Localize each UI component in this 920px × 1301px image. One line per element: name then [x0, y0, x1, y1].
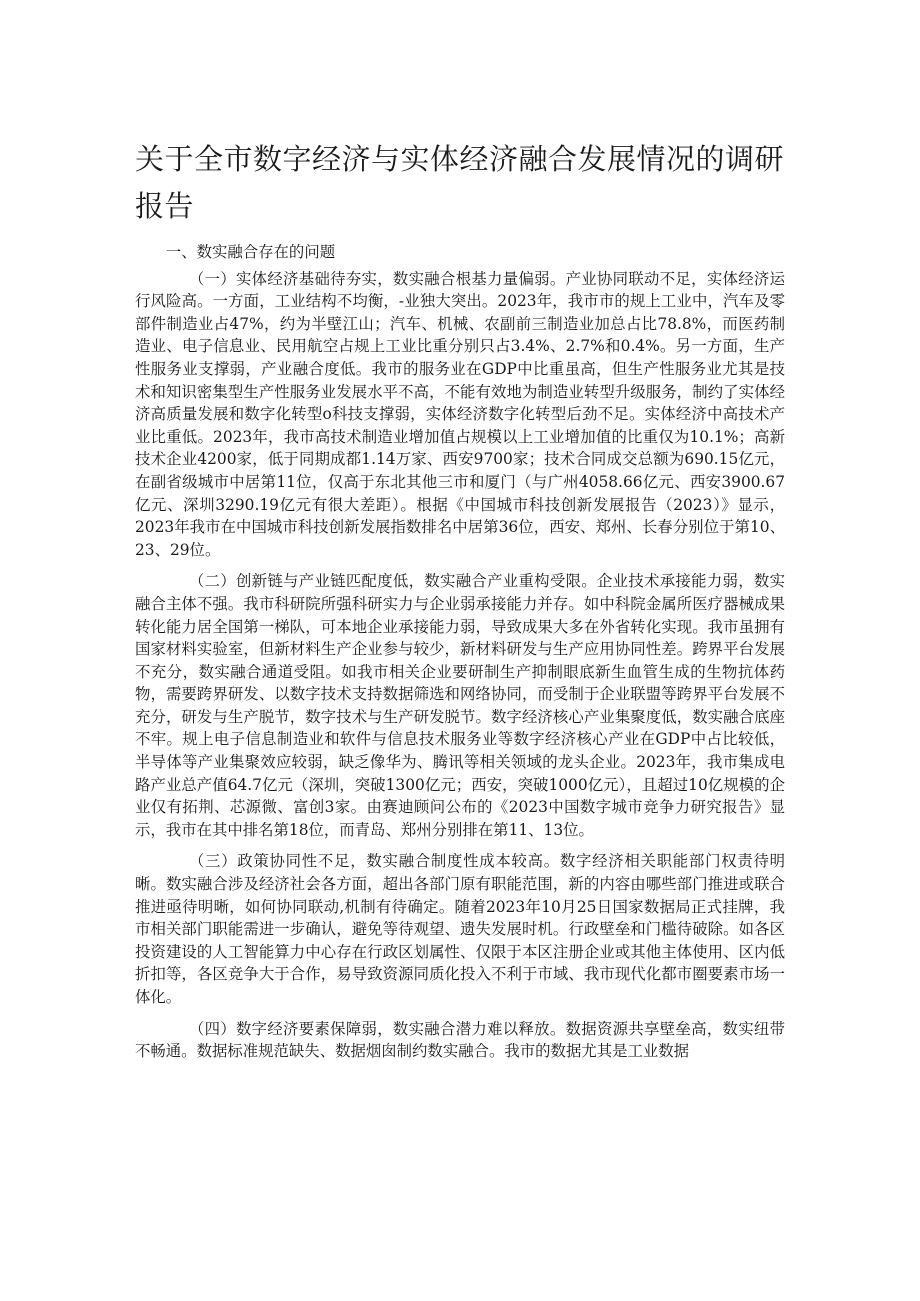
document-title: 关于全市数字经济与实体经济融合发展情况的调研报告	[135, 142, 785, 223]
paragraph-3: （三）政策协同性不足，数实融合制度性成本较高。数字经济相关职能部门权责待明晰。数实融合涉及经济社会各方面，超出各部门原有职能范围，新的内容由哪些部门推进或联合推进亟待明晰，如何协同联动,机制有待确定。随着2023年10月25日国家数据局正式挂牌，我市相关部门职能需进一步确认，避免等待观望、遗失发展时机。行政壁垒和门槛待破除。如各区投资建设的人工智能算力中心存在行政区划属性、仅限于本区注册企业或其他主体使用、区内低折扣等，各区竞争大于合作，易导致资源同质化投入不利于市域、我市现代化都市圈要素市场一体化。	[135, 852, 785, 1006]
paragraph-1: （一）实体经济基础待夯实，数实融合根基力量偏弱。产业协同联动不足，实体经济运行风险高。一方面，工业结构不均衡，-业独大突出。2023年，我市市的规上工业中，汽车及零部件制造业占47%，约为半壁江山；汽车、机械、农副前三制造业加总占比78.8%，而医药制造业、电子信息业、民用航空占规上工业比重分别只占3.4%、2.7%和0.4%。另一方面，生产性服务业支撑弱，产业融合度低。我市的服务业在GDP中比重虽高，但生产性服务业尤其是技术和知识密集型生产性服务业发展水平不高，不能有效地为制造业转型升级服务，制约了实体经济高质量发展和数字化转型o科技支撑弱，实体经济数字化转型后劲不足。实体经济中高技术产业比重低。2023年，我市高技术制造业增加值占规模以上工业增加值的比重仅为10.1%；高新技术企业4200家，低于同期成都1.14万家、西安9700家；技术合同成交总额为690.15亿元，在副省级城市中居第11位，仅高于东北其他三市和厦门（与广州4058.66亿元、西安3900.67亿元、深圳3290.19亿元有很大差距）。根据《中国城市科技创新发展报告（2023）》显示，2023年我市在中国城市科技创新发展指数排名中居第36位，西安、郑州、长春分别位于第10、23、29位。	[135, 269, 785, 559]
section-heading: 一、数实融合存在的问题	[165, 243, 336, 261]
paragraph-4: （四）数字经济要素保障弱，数实融合潜力难以释放。数据资源共享壁垒高，数实纽带不畅通。数据标准规范缺失、数据烟囱制约数实融合。我市的数据尤其是工业数据	[135, 1019, 785, 1061]
document-body	[135, 241, 785, 1072]
paragraph-2: （二）创新链与产业链匹配度低，数实融合产业重构受限。企业技术承接能力弱，数实融合主体不强。我市科研院所强科研实力与企业弱承接能力并存。如中科院金属所医疗器械成果转化能力居全国第一梯队，可本地企业承接能力弱，导致成果大多在外省转化实现。我市虽拥有国家材料实验室，但新材料生产企业参与较少，新材料研发与生产应用协同性差。跨界平台发展不充分，数实融合通道受阻。如我市相关企业要研制生产抑制眼底新生血管生成的生物抗体药物，需要跨界研发、以数字技术支持数据筛选和网络协同，而受制于企业联盟等跨界平台发展不充分，研发与生产脱节，数字技术与生产研发脱节。数字经济核心产业集聚度低，数实融合底座不牢。规上电子信息制造业和软件与信息技术服务业等数字经济核心产业在GDP中占比较低，半导体等产业集聚效应较弱，缺乏像华为、腾讯等相关领域的龙头企业。2023年，我市集成电路产业总产值64.7亿元（深圳，突破1300亿元；西安，突破1000亿元），且超过10亿规模的企业仅有拓荆、芯源微、富创3家。由赛迪顾问公布的《2023中国数字城市竞争力研究报告》显示，我市在其中排名第18位，而青岛、郑州分别排在第11、13位。	[135, 572, 785, 839]
